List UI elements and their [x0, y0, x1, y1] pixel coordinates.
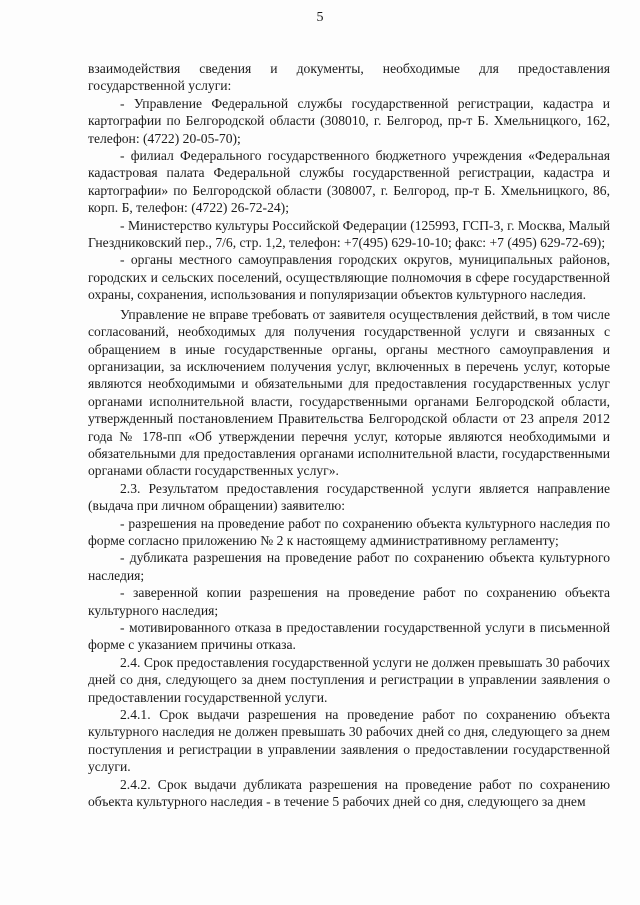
document-body — [88, 60, 610, 810]
paragraph-restrictions: Управление не вправе требовать от заявителя осуществления действий, в том числе согласований, необходимых для получения государственной услуги и связанных с обращением в иные государственные органы, органы местного самоуправления и организации, за исключением получения услуг, включенных в перечень услуг, которые являются необходимыми и обязательными для предоставления государственных услуг органами исполнительной власти, государственными органами Белгородской области, утвержденный постановлением Правительства Белгородской области от 23 апреля 2012 года № 178-пп «Об утверждении перечня услуг, которые являются необходимыми и обязательными для предоставления органами исполнительной власти, государственными органами области государственных услуг». — [88, 306, 610, 479]
paragraph-2-4-2-term: 2.4.2. Срок выдачи дубликата разрешения на проведение работ по сохранению объекта культурного наследия - в течение 5 рабочих дней со дня, следующего за днем — [88, 776, 610, 810]
paragraph-result-certified-copy: - заверенной копии разрешения на проведение работ по сохранению объекта культурного наследия; — [88, 585, 610, 618]
paragraph-rosreestr: - Управление Федеральной службы государственной регистрации, кадастра и картографии по Белгородской области (308010, г. Белгород, пр-т Б. Хмельницкого, 162, телефон: (4722) 20-05-70); — [88, 95, 610, 146]
paragraph-result-refusal: - мотивированного отказа в предоставлении государственной услуги в письменной форме с указанием причины отказа. — [88, 620, 610, 653]
paragraph-result-duplicate: - дубликата разрешения на проведение работ по сохранению объекта культурного наследия; — [88, 550, 610, 583]
paragraph-2-3-result: 2.3. Результатом предоставления государственной услуги является направление (выдача при личном обращении) заявителю: — [88, 480, 610, 514]
paragraph-cadastral-chamber: - филиал Федерального государственного бюджетного учреждения «Федеральная кадастровая палата Федеральной службы государственной регистрации, кадастра и картографии» по Белгородской области (308007, г. Белгород, пр-т Б. Хмельницкого, 86, корп. Б, телефон: (4722) 26-72-24); — [88, 148, 610, 216]
paragraph-intro-continuation: взаимодействия сведения и документы, необходимые для предоставления государственной услуги: — [88, 61, 610, 94]
paragraph-local-self-government: - органы местного самоуправления городских округов, муниципальных районов, городских и сельских поселений, осуществляющие полномочия в сфере государственной охраны, сохранения, использования и популяризации объектов культурного наследия. — [88, 252, 610, 303]
paragraph-2-4-1-term: 2.4.1. Срок выдачи разрешения на проведение работ по сохранению объекта культурного наследия не должен превышать 30 рабочих дней со дня, следующего за днем поступления и регистрации в управлении заявления о предоставлении государственной услуги. — [88, 707, 610, 775]
paragraph-ministry-of-culture: - Министерство культуры Российской Федерации (125993, ГСП-3, г. Москва, Малый Гнездниковский пер., 7/6, стр. 1,2, телефон: +7(495) 629-10-10; факс: +7 (495) 629-72-69); — [88, 217, 610, 251]
paragraph-result-permit: - разрешения на проведение работ по сохранению объекта культурного наследия по форме согласно приложению № 2 к настоящему административному регламенту; — [88, 515, 610, 548]
page-number: 5 — [316, 10, 324, 25]
paragraph-2-4-term: 2.4. Срок предоставления государственной услуги не должен превышать 30 рабочих дней со дня, следующего за днем поступления и регистрации в управлении заявления о предоставлении государственной услуги. — [88, 654, 610, 705]
